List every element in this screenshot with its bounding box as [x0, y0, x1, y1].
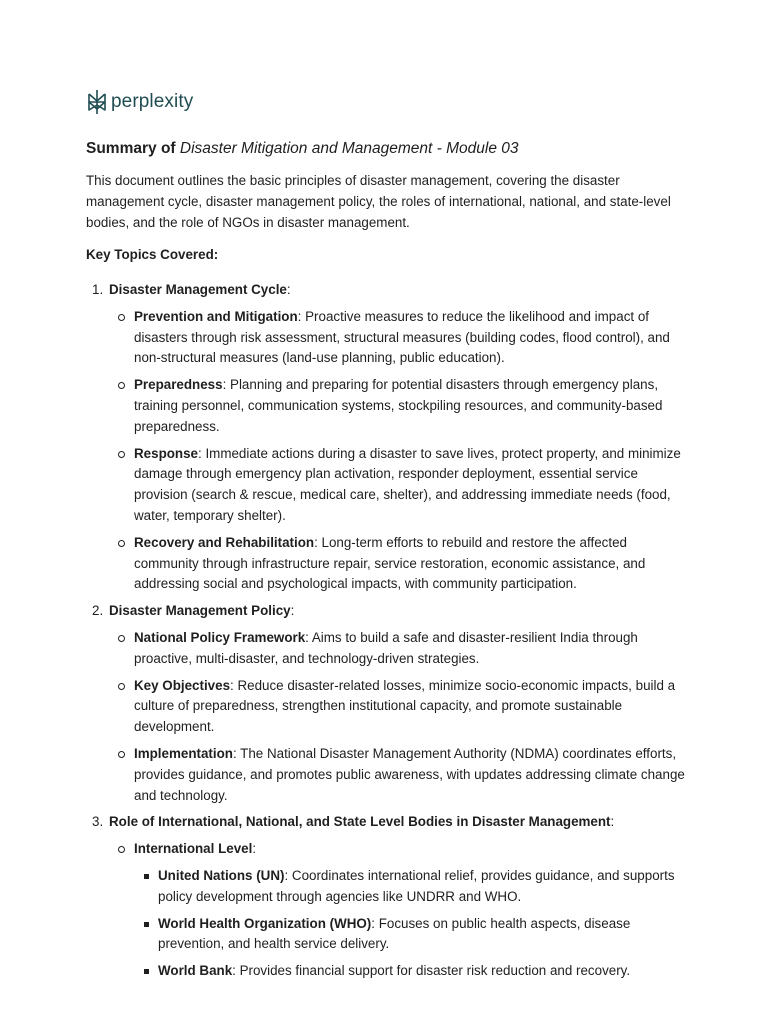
- subtopic-item: [109, 444, 686, 527]
- subtopic-item: [109, 533, 686, 595]
- subtopic-text: : The National Disaster Management Authority (NDMA) coordinates efforts, provides guidance, and promotes public awareness, with updates addressing climate change and technology.: [134, 745, 685, 803]
- topic-item: [86, 812, 686, 982]
- subtopic-text: : Long-term efforts to rebuild and restore the affected community through infrastructure repair, service restoration, economic assistance, and addressing social and psychological impacts, with community participation.: [134, 534, 646, 592]
- topic-title-suffix: :: [290, 603, 295, 619]
- subtopic-item: [109, 839, 686, 982]
- subtopic-text: : Aims to build a safe and disaster-resilient India through proactive, multi-disaster, and technology-driven strategies.: [134, 629, 638, 666]
- key-topics-heading: Key Topics Covered:: [86, 247, 219, 262]
- perplexity-logo-icon: [86, 88, 108, 116]
- body-term: World Health Organization (WHO): [158, 915, 372, 931]
- subtopic-item: [109, 744, 686, 806]
- topic-title: Role of International, National, and State Level Bodies in Disaster Management: [109, 814, 611, 830]
- subtopic-item: [109, 676, 686, 738]
- topic-number: 2.: [92, 603, 104, 619]
- subtopic-text: : Proactive measures to reduce the likelihood and impact of disasters through risk assessment, structural measures (building codes, flood control), and non-structural measures (land-use planning, public education).: [134, 308, 670, 366]
- body-item: [134, 866, 686, 908]
- body-text: : Focuses on public health aspects, disease prevention, and health service delivery.: [158, 915, 631, 952]
- topics-content: [86, 280, 686, 988]
- subtopic-term: Key Objectives: [134, 677, 231, 693]
- subtopic-term: Prevention and Mitigation: [134, 308, 298, 324]
- subtopic-text: :: [252, 841, 257, 857]
- body-term: United Nations (UN): [158, 867, 285, 883]
- topic-item: [86, 601, 686, 806]
- subtopic-text: : Planning and preparing for potential disasters through emergency plans, training personnel, communication systems, stockpiling resources, and community-based preparedness.: [134, 377, 663, 434]
- topic-subitems: [109, 839, 686, 982]
- logo-text: perplexity: [111, 91, 194, 112]
- title-prefix: Summary of: [86, 140, 176, 157]
- topic-title-suffix: :: [610, 814, 615, 830]
- topic-subitems: [109, 307, 686, 595]
- topic-title: Disaster Management Cycle: [109, 282, 287, 297]
- subtopic-text: : Reduce disaster-related losses, minimize socio-economic impacts, build a culture of preparedness, strengthen institutional capacity, and promote sustainable development.: [134, 677, 676, 735]
- topics-list: [86, 280, 686, 982]
- topic-item: [86, 280, 686, 595]
- subtopic-item: [109, 628, 686, 670]
- topic-title-suffix: :: [286, 282, 291, 297]
- subtopic-subitems: [134, 866, 686, 982]
- body-text: : Coordinates international relief, provides guidance, and supports policy development through agencies like UNDRR and WHO.: [158, 867, 675, 904]
- subtopic-term: Preparedness: [134, 377, 223, 393]
- subtopic-term: National Policy Framework: [134, 629, 306, 645]
- subtopic-item: [109, 375, 686, 437]
- subtopic-term: Implementation: [134, 745, 233, 761]
- document-title: [86, 140, 519, 158]
- subtopic-term: Recovery and Rehabilitation: [134, 534, 315, 550]
- topic-number: 3.: [92, 814, 104, 830]
- topic-subitems: [109, 628, 686, 806]
- topic-number: 1.: [92, 282, 104, 297]
- perplexity-logo: [86, 88, 193, 116]
- body-item: [134, 914, 686, 956]
- topic-title: Disaster Management Policy: [109, 603, 291, 619]
- subtopic-term: International Level: [134, 841, 253, 857]
- body-text: : Provides financial support for disaster risk reduction and recovery.: [232, 963, 631, 979]
- intro-paragraph: This document outlines the basic principles of disaster management, covering the disaster management cycle, disaster management policy, the roles of international, national, and state-level bodies, and the role of NGOs in disaster management.: [86, 173, 671, 230]
- subtopic-text: : Immediate actions during a disaster to save lives, protect property, and minimize damage through emergency plan activation, responder deployment, essential service provision (search & rescue, medical care, shelter), and addressing immediate needs (food, water, temporary shelter).: [134, 445, 681, 523]
- title-italic: Disaster Mitigation and Management - Module 03: [179, 140, 519, 157]
- body-term: World Bank: [158, 963, 233, 979]
- subtopic-item: [109, 307, 686, 369]
- body-item: [134, 961, 686, 982]
- subtopic-term: Response: [134, 445, 198, 461]
